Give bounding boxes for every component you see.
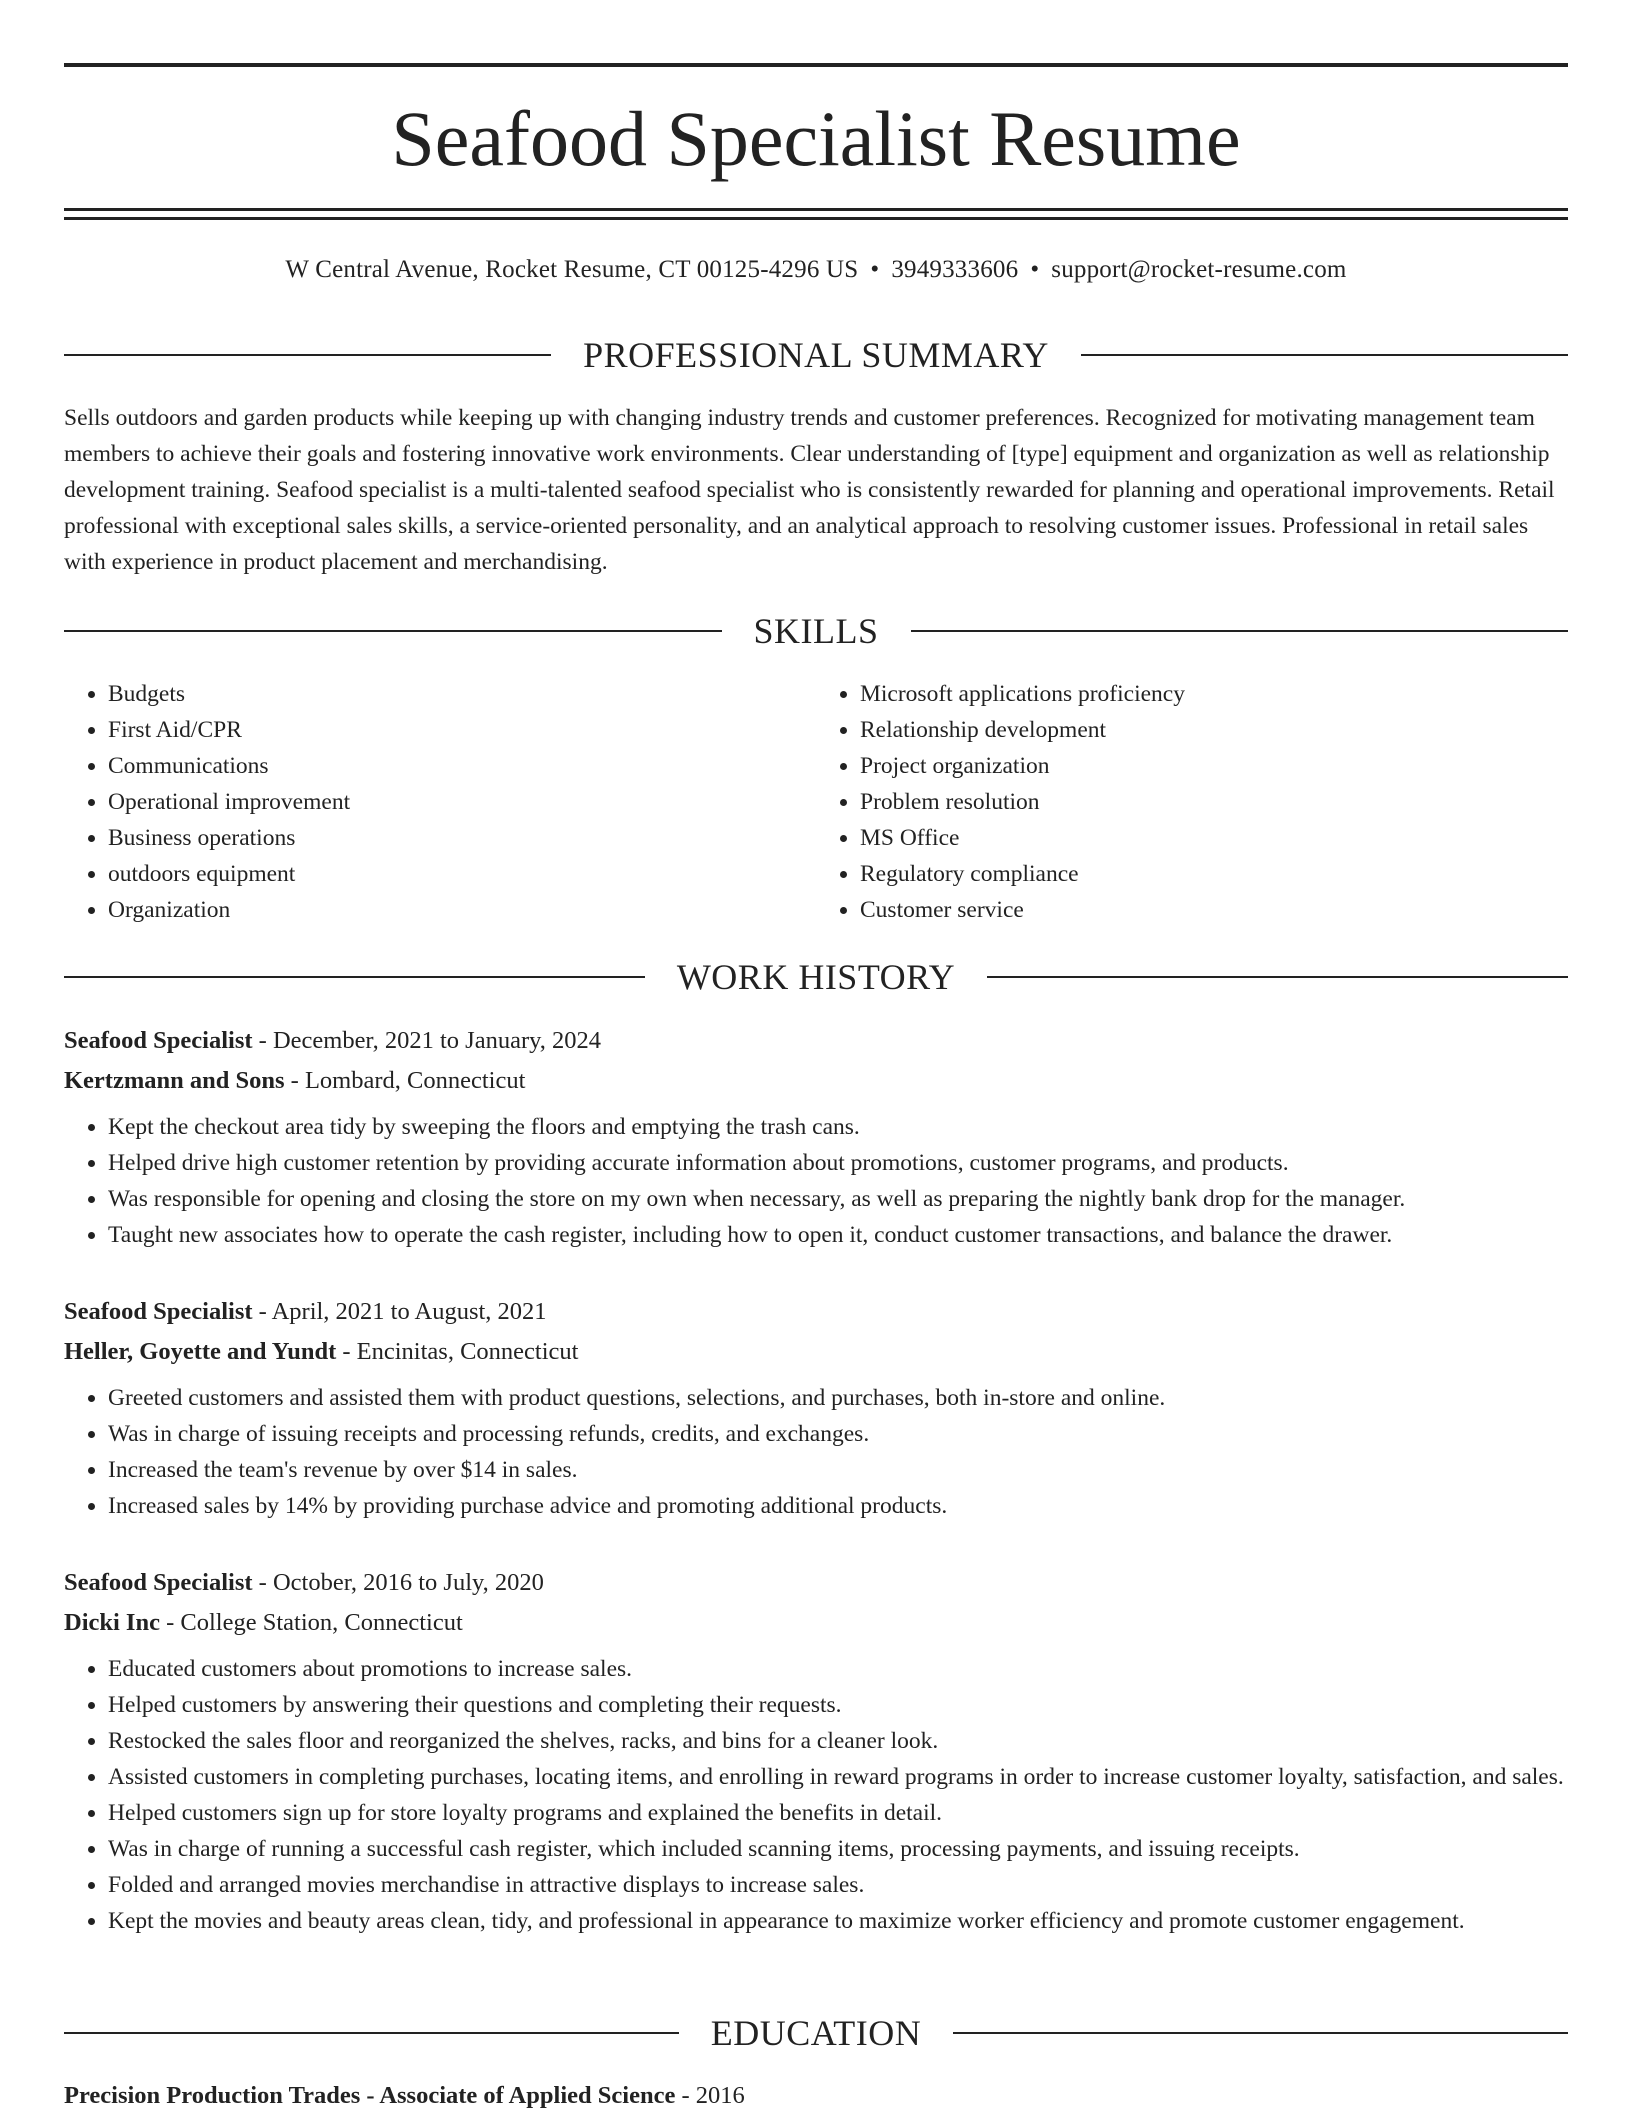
skill-item: • Budgets <box>108 676 816 712</box>
section-title: WORK HISTORY <box>676 957 956 997</box>
job-dates: - October, 2016 to July, 2020 <box>252 1569 544 1596</box>
job-dates: - December, 2021 to January, 2024 <box>252 1027 602 1054</box>
job-company-line <box>64 1332 1568 1372</box>
skill-item: • Organization <box>108 892 816 928</box>
job-title-line <box>64 1021 1568 1061</box>
education-degree: Precision Production Trades - Associate of Applied Science <box>64 2082 676 2109</box>
job-location: - Encinitas, Connecticut <box>336 1338 579 1365</box>
job-bullet: • Assisted customers in completing purchases, locating items, and enrolling in reward programs in order to increase customer loyalty, satisfaction, and sales. <box>108 1759 1568 1795</box>
job-bullet: • Folded and arranged movies merchandise in attractive displays to increase sales. <box>108 1867 1568 1903</box>
skill-item: • Communications <box>108 748 816 784</box>
heading-rule <box>64 354 551 356</box>
heading-rule <box>64 976 645 978</box>
resume-title: Seafood Specialist Resume <box>391 95 1241 182</box>
heading-rule <box>64 2032 679 2034</box>
section-heading-skills <box>64 609 1568 653</box>
job-bullet: • Educated customers about promotions to increase sales. <box>108 1651 1568 1687</box>
job-bullet: • Restocked the sales floor and reorganized the shelves, racks, and bins for a cleaner look. <box>108 1723 1568 1759</box>
heading-rule <box>911 630 1569 632</box>
job-bullets <box>64 1651 1568 1939</box>
job-location: - Lombard, Connecticut <box>284 1067 526 1094</box>
job-title: Seafood Specialist <box>64 1569 253 1596</box>
job-entry <box>64 1292 1568 1524</box>
heading-rule <box>953 2032 1568 2034</box>
job-bullet: • Was in charge of issuing receipts and processing refunds, credits, and exchanges. <box>108 1416 1568 1452</box>
section-heading-work <box>64 955 1568 999</box>
contact-line <box>64 253 1568 287</box>
job-bullet: • Increased sales by 14% by providing purchase advice and promoting additional products. <box>108 1488 1568 1524</box>
section-heading-summary <box>64 333 1568 377</box>
job-company: Heller, Goyette and Yundt <box>64 1338 337 1365</box>
job-bullet: • Kept the checkout area tidy by sweeping the floors and emptying the trash cans. <box>108 1109 1568 1145</box>
job-bullet: • Greeted customers and assisted them with product questions, selections, and purchases, both in-store and online. <box>108 1380 1568 1416</box>
skill-item: • Relationship development <box>860 712 1568 748</box>
job-title-line <box>64 1292 1568 1332</box>
contact-email: support@rocket-resume.com <box>1051 256 1347 283</box>
heading-rule <box>1081 354 1568 356</box>
skill-item: • Microsoft applications proficiency <box>860 676 1568 712</box>
heading-rule <box>987 976 1568 978</box>
contact-separator: • <box>870 256 880 283</box>
job-title: Seafood Specialist <box>64 1027 253 1054</box>
job-bullet: • Kept the movies and beauty areas clean, tidy, and professional in appearance to maximize worker efficiency and promote customer engagement. <box>108 1903 1568 1939</box>
job-bullet: • Helped customers by answering their questions and completing their requests. <box>108 1687 1568 1723</box>
job-company-line <box>64 1061 1568 1101</box>
skill-item: • First Aid/CPR <box>108 712 816 748</box>
section-title: PROFESSIONAL SUMMARY <box>583 335 1049 375</box>
education-entry <box>64 2079 1568 2113</box>
skill-item: • Project organization <box>860 748 1568 784</box>
job-bullet: • Increased the team's revenue by over $14 in sales. <box>108 1452 1568 1488</box>
job-company-line <box>64 1603 1568 1643</box>
skill-item: • MS Office <box>860 820 1568 856</box>
job-title: Seafood Specialist <box>64 1298 253 1325</box>
section-heading-education <box>64 2011 1568 2055</box>
job-bullet: • Helped drive high customer retention by providing accurate information about promotions, customer programs, and products. <box>108 1145 1568 1181</box>
contact-separator: • <box>1030 256 1040 283</box>
job-bullet: • Was responsible for opening and closing the store on my own when necessary, as well as preparing the nightly bank drop for the manager. <box>108 1181 1568 1217</box>
contact-address: W Central Avenue, Rocket Resume, CT 00125-4296 US <box>285 256 859 283</box>
job-bullets <box>64 1380 1568 1524</box>
skills-column-left <box>64 676 816 928</box>
job-company: Kertzmann and Sons <box>64 1067 285 1094</box>
skills-list <box>64 676 1568 928</box>
section-title: SKILLS <box>753 611 879 651</box>
job-company: Dicki Inc <box>64 1609 160 1636</box>
job-bullet: • Helped customers sign up for store loyalty programs and explained the benefits in detail. <box>108 1795 1568 1831</box>
job-dates: - April, 2021 to August, 2021 <box>252 1298 547 1325</box>
skill-item: • Operational improvement <box>108 784 816 820</box>
skill-item: • outdoors equipment <box>108 856 816 892</box>
contact-phone: 3949333606 <box>891 256 1019 283</box>
top-rule <box>64 63 1568 67</box>
skill-item: • Problem resolution <box>860 784 1568 820</box>
skill-item: • Business operations <box>108 820 816 856</box>
section-title: EDUCATION <box>710 2013 922 2053</box>
job-bullets <box>64 1109 1568 1253</box>
skills-column-right <box>816 676 1568 928</box>
education-year: - 2016 <box>675 2082 745 2109</box>
job-bullet: • Was in charge of running a successful cash register, which included scanning items, processing payments, and issuing receipts. <box>108 1831 1568 1867</box>
professional-summary: Sells outdoors and garden products while keeping up with changing industry trends and customer preferences. Recognized for motivating management team members to achieve their goals and fostering innovative work environments. Clear understanding of [type] equipment and organization as well as relationship development training. Seafood specialist is a multi-talented seafood specialist who is consistently rewarded for planning and operational improvements. Retail professional with exceptional sales skills, a service-oriented personality, and an analytical approach to resolving customer issues. Professional in retail sales with experience in product placement and merchandising. <box>64 405 1555 575</box>
job-entry <box>64 1021 1568 1253</box>
heading-rule <box>64 630 722 632</box>
job-location: - College Station, Connecticut <box>159 1609 463 1636</box>
skill-item: • Regulatory compliance <box>860 856 1568 892</box>
skill-item: • Customer service <box>860 892 1568 928</box>
job-entry <box>64 1563 1568 1939</box>
title-double-rule <box>64 208 1568 220</box>
job-bullet: • Taught new associates how to operate the cash register, including how to open it, conduct customer transactions, and balance the drawer. <box>108 1217 1568 1253</box>
job-title-line <box>64 1563 1568 1603</box>
